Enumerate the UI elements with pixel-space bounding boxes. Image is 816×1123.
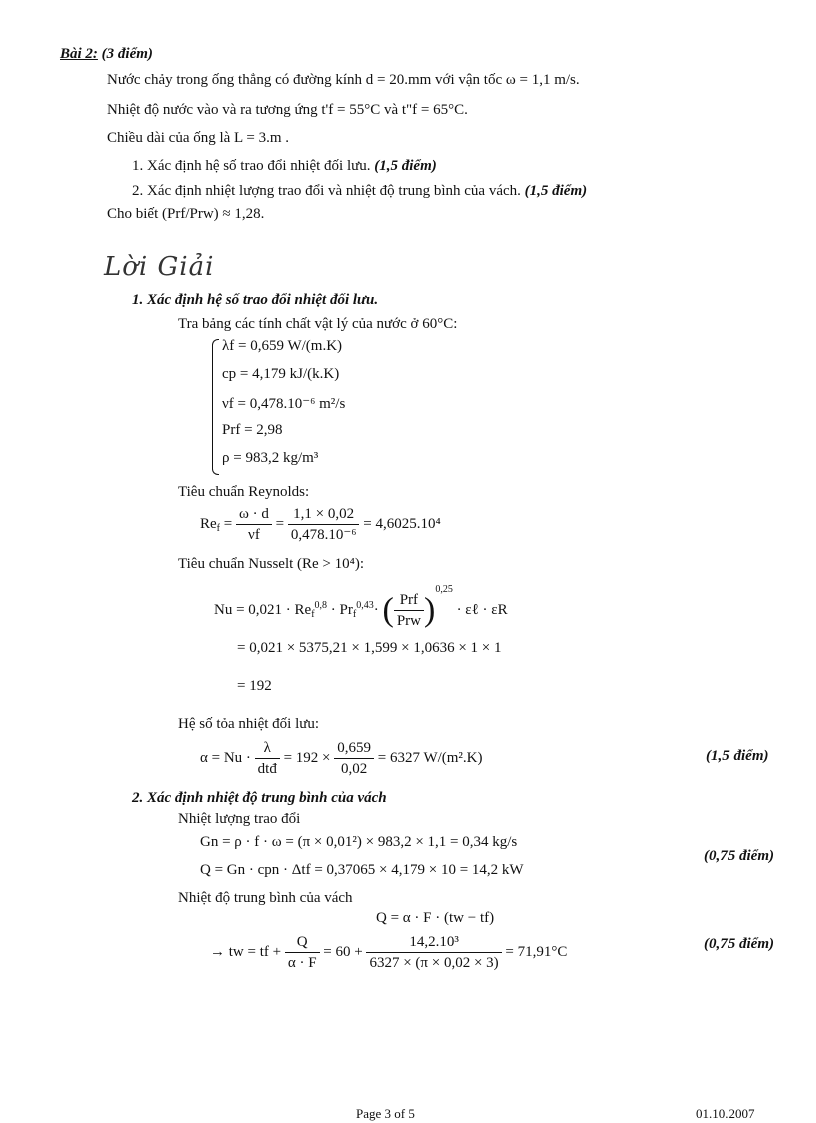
footer-date: 01.10.2007 (696, 1106, 755, 1121)
task-2-points: (1,5 điểm) (524, 183, 588, 199)
alpha-fraction-symbolic: $\frac{\lambda}{\text{dtđ}}$ (255, 738, 280, 779)
problem-line-2: Nhiệt độ nước vào và ra tương ứng t'f = 55°C và t"f = 65°C. (107, 102, 468, 118)
alpha-result: = 6327 W/(m².K) (377, 749, 483, 766)
wall-temp-title: Nhiệt độ trung bình của vách (178, 890, 353, 906)
table-intro: Tra bảng các tính chất vật lý của nước ở 60°C: (178, 316, 458, 332)
alpha-fraction-numeric: $\frac{0,659}{0,02}$ (334, 738, 374, 779)
page-number: Page 3 of 5 (356, 1106, 415, 1121)
reynolds-result: = 4,6025.10⁴ (363, 515, 441, 532)
reynolds-equation: $Re_f$ = $\frac{\omega \cdot d}{\nu f}$ = $\frac{1,1 \times 0,02}{\text{0,478.10⁻⁶}}$ = 4,6025.10⁴ (200, 506, 441, 543)
properties-brace (212, 339, 219, 475)
property-rho: ρ = 983,2 kg/m³ (222, 450, 319, 466)
problem-line-3: Chiều dài của ống là L = 3.m . (107, 130, 290, 146)
solution-heading: Lời Giải (104, 252, 215, 282)
problem-heading (60, 46, 153, 63)
alpha-equation: α = Nu · $\frac{\lambda}{\text{dtđ}}$ = 192 × $\frac{0,659}{0,02}$ = 6327 W/(m².K) (200, 740, 483, 777)
wall-fraction-numeric: $\frac{\text{14,2.10³}}{6327 \times (\pi \times 0,02 \times 3)}$ (366, 932, 501, 973)
wall-balance-equation: Q = α · F · (tw − tf) (376, 910, 495, 926)
nusselt-equation-3: = 192 (237, 678, 272, 694)
task-2: 2. Xác định nhiệt lượng trao đổi và nhiệt độ trung bình của vách. (1,5 điểm) (132, 183, 588, 199)
given-ratio: Cho biết (Prf/Prw) ≈ 1,28. (107, 206, 265, 222)
wall-temp-result: = 71,91°C (505, 943, 568, 960)
nusselt-title: Tiêu chuẩn Nusselt (Re > 10⁴): (178, 556, 365, 572)
task-1-points: (1,5 điểm) (374, 158, 437, 174)
alpha-points: (1,5 điểm) (706, 748, 769, 764)
problem-points: (3 điểm) (101, 46, 153, 62)
heat-points: (0,75 điểm) (704, 848, 774, 864)
problem-label: Bài 2: (60, 46, 98, 62)
problem-line-1: Nước chảy trong ống thẳng có đường kính d = 20.mm với vận tốc ω = 1,1 m/s. (107, 72, 580, 88)
nusselt-equation-1: $Nu = 0,021 \cdot Re_f^{0,8} \cdot Pr_f^{0,43}\cdot$ ( $\frac{\text{Prf}}{\text{Prw}}$ )$^{0,25}$ · εℓ · εR (214, 584, 508, 630)
reynolds-title: Tiêu chuẩn Reynolds: (178, 484, 310, 500)
section-2-title: 2. Xác định nhiệt độ trung bình của vách (132, 790, 387, 806)
reynolds-fraction-numeric: $\frac{1,1 \times 0,02}{\text{0,478.10⁻⁶}}$ (288, 504, 360, 545)
property-nu: νf = 0,478.10⁻⁶ m²/s (222, 396, 346, 412)
property-cp: cp = 4,179 kJ/(k.K) (222, 366, 340, 382)
mass-flow-equation: Gn = ρ · f · ω = (π × 0,01²) × 983,2 × 1,1 = 0,34 kg/s (200, 834, 518, 850)
property-lambda: λf = 0,659 W/(m.K) (222, 338, 343, 354)
pr-ratio-fraction: $\frac{\text{Prf}}{\text{Prw}}$ (394, 590, 424, 631)
alpha-title: Hệ số tỏa nhiệt đối lưu: (178, 716, 320, 732)
heat-equation: Q = Gn · cpn · Δtf = 0,37065 × 4,179 × 10 = 14,2 kW (200, 862, 524, 878)
wall-temp-equation: → tw = tf + $\frac{Q}{\alpha \cdot F}$ = 60 + $\frac{\text{14,2.10³}}{6327 \times (\pi \times 0,02 \times 3)}$ = 71,91°C (210, 934, 568, 971)
property-pr: Prf = 2,98 (222, 422, 283, 438)
section-1-title: 1. Xác định hệ số trao đổi nhiệt đối lưu. (132, 292, 379, 308)
wall-fraction-symbolic: $\frac{Q}{\alpha \cdot F}$ (285, 932, 320, 973)
wall-temp-points: (0,75 điểm) (704, 936, 774, 952)
heat-transfer-title: Nhiệt lượng trao đổi (178, 811, 301, 827)
task-1: 1. Xác định hệ số trao đổi nhiệt đối lưu. (1,5 điểm) (132, 158, 437, 174)
nusselt-equation-2: = 0,021 × 5375,21 × 1,599 × 1,0636 × 1 × 1 (237, 640, 502, 656)
reynolds-fraction-symbolic: $\frac{\omega \cdot d}{\nu f}$ (236, 504, 272, 545)
